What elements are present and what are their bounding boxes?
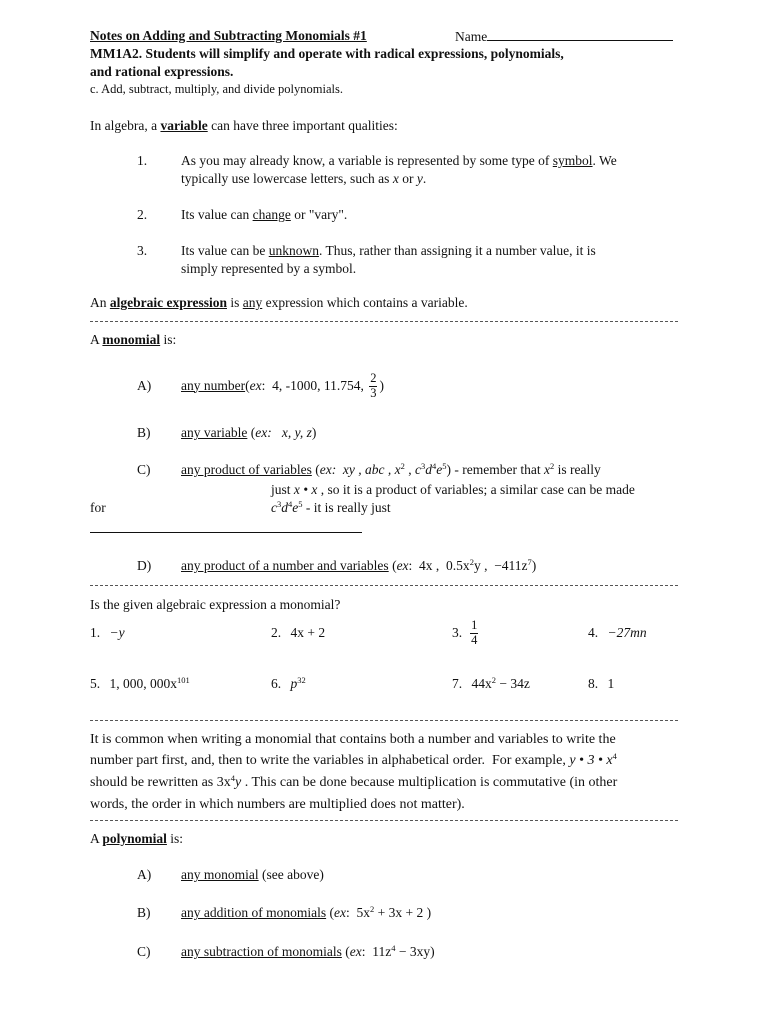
text: ( bbox=[311, 462, 320, 477]
text: y , −411z bbox=[473, 558, 528, 573]
text: : 11z bbox=[361, 944, 392, 959]
ex-label: ex bbox=[396, 558, 409, 573]
exponent: 4 bbox=[230, 773, 235, 783]
term-any: any bbox=[242, 295, 263, 310]
dashed-divider bbox=[90, 585, 678, 586]
exponent: 101 bbox=[177, 675, 190, 685]
text: . This can be done because multiplication is commutative (in other bbox=[241, 775, 618, 790]
text: In algebra, a bbox=[90, 118, 161, 133]
text: − 3xy) bbox=[395, 944, 435, 959]
text: A bbox=[90, 831, 103, 846]
item-3-line-1 bbox=[181, 243, 596, 260]
monomial-d-line bbox=[181, 558, 536, 575]
polynomial-intro bbox=[90, 831, 183, 848]
ordering-line-2 bbox=[90, 752, 617, 770]
quiz-number: 6. bbox=[271, 676, 282, 691]
expr-3x4y: 3x bbox=[216, 775, 231, 790]
exponent: 4 bbox=[391, 943, 396, 953]
text: just bbox=[271, 482, 294, 497]
exponent: 2 bbox=[400, 461, 405, 471]
text: number part first, and, then to write the variables in alphabetical order. For example, bbox=[90, 753, 570, 768]
title-text: Notes on Adding and Subtracting Monomials #1 bbox=[90, 28, 367, 43]
text: is really bbox=[554, 462, 601, 477]
text: : xy , abc , bbox=[331, 462, 395, 477]
text: : 4x , 0.5x bbox=[408, 558, 470, 573]
ex-label: ex bbox=[249, 377, 262, 393]
monomial-c-line-1 bbox=[181, 462, 601, 479]
quiz-item-8 bbox=[588, 676, 614, 693]
quiz-number: 4. bbox=[588, 625, 599, 640]
term-any-variable: any variable bbox=[181, 425, 248, 440]
var-c: c bbox=[415, 462, 422, 477]
exponent: 4 bbox=[432, 461, 437, 471]
var-y: y bbox=[416, 171, 423, 186]
item-number: 2. bbox=[137, 207, 148, 222]
frac-den: 4 bbox=[471, 632, 478, 647]
fraction-one-quarter bbox=[470, 619, 478, 646]
algebraic-expression-definition bbox=[90, 295, 468, 312]
var-x: x bbox=[394, 462, 401, 477]
text: : x, y, z bbox=[267, 425, 312, 440]
text: or bbox=[398, 171, 417, 186]
text: . bbox=[422, 171, 427, 186]
quiz-number: 2. bbox=[271, 625, 282, 640]
polynomial-a-letter: A) bbox=[137, 867, 152, 882]
monomial-b-letter: B) bbox=[137, 425, 151, 440]
quiz-expression: 44x bbox=[471, 676, 492, 691]
expr-y-3-x: y • 3 • x bbox=[569, 753, 613, 768]
text: should be rewritten as bbox=[90, 775, 217, 790]
var-x: x bbox=[544, 462, 550, 477]
var-x: x bbox=[392, 171, 399, 186]
text: typically use lowercase letters, such as bbox=[181, 171, 393, 186]
term-variable: variable bbox=[160, 118, 208, 133]
quiz-item-2 bbox=[271, 625, 325, 642]
exponent: 2 bbox=[550, 461, 555, 471]
text: or "vary". bbox=[290, 207, 348, 222]
text: − 34z bbox=[496, 676, 530, 691]
text: Its value can bbox=[181, 207, 253, 222]
polynomial-c-letter: C) bbox=[137, 944, 151, 959]
text: ( bbox=[326, 905, 334, 920]
monomial-d-letter: D) bbox=[137, 558, 152, 573]
exponent: 4 bbox=[288, 499, 293, 509]
standard-line-cont: and rational expressions. bbox=[90, 64, 234, 79]
frac-num: 2 bbox=[370, 371, 377, 386]
text: is: bbox=[160, 332, 177, 347]
monomial-a-letter: A) bbox=[137, 378, 152, 393]
text: - it is really just bbox=[302, 500, 391, 515]
text: expression which contains a variable. bbox=[262, 295, 468, 310]
polynomial-a-line bbox=[181, 867, 324, 884]
exponent: 5 bbox=[298, 499, 303, 509]
var-y: y bbox=[235, 775, 242, 790]
quiz-item-4 bbox=[588, 625, 647, 642]
quiz-number: 8. bbox=[588, 676, 599, 691]
frac-den: 3 bbox=[370, 385, 377, 400]
name-label: Name bbox=[455, 29, 488, 44]
term-any-number: any number bbox=[181, 377, 246, 393]
text: ( bbox=[388, 558, 397, 573]
text: (see above) bbox=[258, 867, 324, 882]
text: ) bbox=[379, 377, 384, 393]
quiz-expression: −y bbox=[109, 625, 125, 640]
text: An bbox=[90, 295, 110, 310]
item-3-line-2: simply represented by a symbol. bbox=[181, 261, 357, 276]
text: : 4, -1000, 11.754, bbox=[261, 377, 368, 393]
exponent: 5 bbox=[442, 461, 447, 471]
ordering-line-4: words, the order in which numbers are multiplied does not matter). bbox=[90, 797, 465, 812]
var-d: d bbox=[281, 500, 288, 515]
text: is bbox=[227, 295, 243, 310]
text: ) bbox=[311, 425, 317, 440]
term-polynomial: polynomial bbox=[102, 831, 167, 846]
name-field bbox=[455, 28, 673, 46]
text: . Thus, rather than assigning it a number value, it is bbox=[318, 243, 596, 258]
text: A bbox=[90, 332, 103, 347]
term-any-product-of-number-and-variables: any product of a number and variables bbox=[181, 558, 389, 573]
ex-label: ex bbox=[333, 905, 346, 920]
monomial-c-line-3-for: for bbox=[90, 500, 106, 515]
item-number: 3. bbox=[137, 243, 148, 258]
dashed-divider bbox=[90, 820, 678, 821]
exponent: 7 bbox=[527, 557, 532, 567]
var-d: d bbox=[425, 462, 433, 477]
polynomial-c-line bbox=[181, 944, 435, 961]
var-e: e bbox=[436, 462, 443, 477]
exponent: 2 bbox=[491, 675, 496, 685]
monomial-intro bbox=[90, 332, 176, 349]
variable-intro bbox=[90, 118, 398, 135]
ex-label: ex bbox=[255, 425, 268, 440]
term-unknown: unknown bbox=[268, 243, 319, 258]
exponent: 4 bbox=[612, 751, 617, 761]
text: , bbox=[404, 462, 416, 477]
term-any-addition-of-monomials: any addition of monomials bbox=[181, 905, 327, 920]
quiz-expression: 1, 000, 000x bbox=[109, 676, 177, 691]
term-any-subtraction-of-monomials: any subtraction of monomials bbox=[181, 944, 342, 959]
item-number: 1. bbox=[137, 153, 148, 168]
quiz-item-3 bbox=[452, 613, 480, 653]
text: , so it is a product of variables; a similar case can be made bbox=[317, 482, 635, 497]
ex-label: ex bbox=[319, 462, 332, 477]
quiz-number: 7. bbox=[452, 676, 463, 691]
text: can have three important qualities: bbox=[207, 118, 398, 133]
text: ( bbox=[245, 377, 250, 393]
var-e: e bbox=[292, 500, 299, 515]
sub-standard: c. Add, subtract, multiply, and divide polynomials. bbox=[90, 82, 343, 96]
text: : 5x bbox=[345, 905, 370, 920]
exponent: 3 bbox=[277, 499, 282, 509]
text: ) bbox=[531, 558, 537, 573]
quiz-item-6 bbox=[271, 676, 306, 693]
term-monomial: monomial bbox=[102, 332, 161, 347]
quiz-number: 3. bbox=[452, 624, 463, 640]
ordering-line-1: It is common when writing a monomial that contains both a number and variables to write the bbox=[90, 732, 616, 747]
expr-x-times-x: x • x bbox=[293, 482, 318, 497]
page-title bbox=[90, 28, 367, 45]
var-c: c bbox=[271, 500, 277, 515]
item-1-line-2 bbox=[181, 171, 426, 188]
exponent: 2 bbox=[369, 904, 375, 914]
answer-blank-line bbox=[90, 532, 362, 533]
ex-label: ex bbox=[349, 944, 362, 959]
term-any-product-of-variables: any product of variables bbox=[181, 462, 312, 477]
dashed-divider bbox=[90, 720, 678, 721]
monomial-a-line bbox=[181, 366, 384, 406]
item-1-line-1 bbox=[181, 153, 617, 170]
text: ( bbox=[247, 425, 256, 440]
quiz-expression: 4x + 2 bbox=[290, 625, 326, 640]
exponent: 3 bbox=[421, 461, 426, 471]
text: is: bbox=[166, 831, 184, 846]
fraction-two-thirds bbox=[369, 372, 377, 399]
term-symbol: symbol bbox=[552, 153, 593, 168]
text: . We bbox=[592, 153, 617, 168]
quiz-item-5 bbox=[90, 676, 190, 693]
item-2-line bbox=[181, 207, 347, 224]
monomial-c-line-3 bbox=[271, 500, 391, 517]
standard-line: MM1A2. Students will simplify and operate with radical expressions, polynomials, bbox=[90, 46, 564, 61]
quiz-number: 5. bbox=[90, 676, 101, 691]
monomial-c-letter: C) bbox=[137, 462, 151, 477]
term-algebraic-expression: algebraic expression bbox=[109, 295, 227, 310]
text: + 3x + 2 ) bbox=[374, 905, 432, 920]
quiz-number: 1. bbox=[90, 625, 101, 640]
quiz-question: Is the given algebraic expression a monomial? bbox=[90, 597, 341, 612]
frac-num: 1 bbox=[471, 618, 478, 633]
quiz-item-1 bbox=[90, 625, 125, 642]
monomial-b-line bbox=[181, 425, 316, 442]
text: ) - remember that bbox=[446, 462, 544, 477]
name-blank-line bbox=[487, 28, 673, 41]
term-change: change bbox=[252, 207, 291, 222]
polynomial-b-line bbox=[181, 905, 431, 922]
exponent: 32 bbox=[297, 675, 306, 685]
monomial-c-line-2 bbox=[271, 482, 635, 499]
exponent: 2 bbox=[469, 557, 474, 567]
quiz-item-7 bbox=[452, 676, 530, 693]
text: Its value can be bbox=[181, 243, 269, 258]
polynomial-b-letter: B) bbox=[137, 905, 151, 920]
term-any-monomial: any monomial bbox=[181, 867, 259, 882]
text: ( bbox=[341, 944, 350, 959]
ordering-line-3 bbox=[90, 774, 617, 792]
quiz-expression: 1 bbox=[607, 676, 615, 691]
quiz-expression: p bbox=[290, 676, 298, 691]
text: As you may already know, a variable is represented by some type of bbox=[181, 153, 553, 168]
quiz-expression: −27mn bbox=[607, 625, 647, 640]
dashed-divider bbox=[90, 321, 678, 322]
